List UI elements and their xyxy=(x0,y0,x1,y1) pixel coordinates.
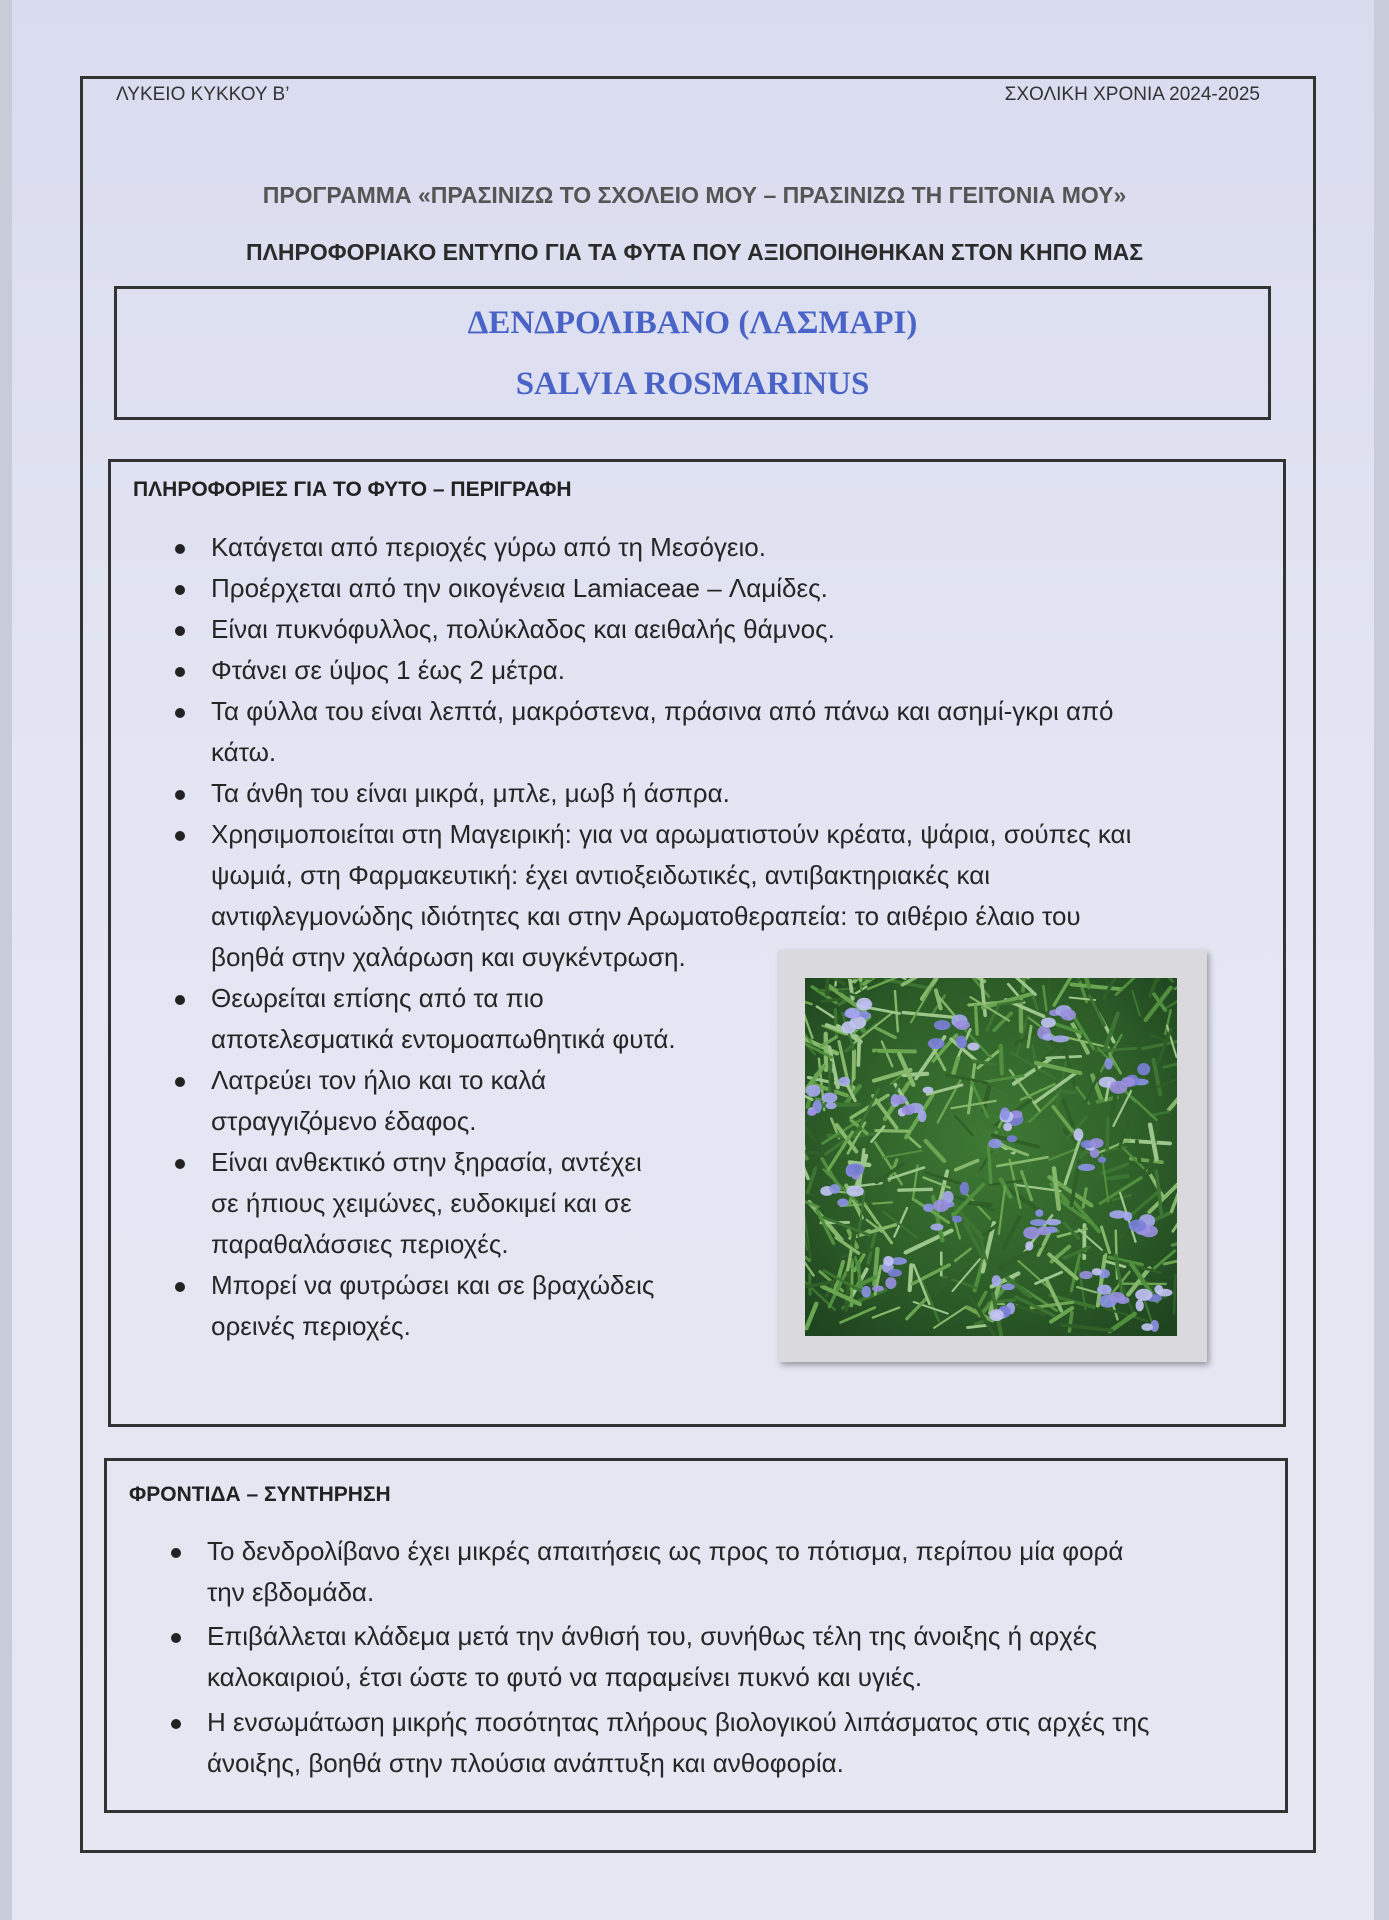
list-item-text xyxy=(211,978,676,1060)
list-item-line: κάτω. xyxy=(211,737,277,767)
list-item-line: σε ήπιους χειμώνες, ευδοκιμεί και σε xyxy=(211,1188,632,1218)
list-item-text xyxy=(211,1265,654,1347)
list-item-line: στραγγιζόμενο έδαφος. xyxy=(211,1106,477,1136)
list-item-line: ορεινές περιοχές. xyxy=(211,1311,411,1341)
list-item-text xyxy=(207,1531,1123,1613)
bullet-icon xyxy=(175,1282,185,1292)
list-item-line: Κατάγεται από περιοχές γύρω από τη Μεσόγειο. xyxy=(211,532,766,562)
list-item-line: Το δενδρολίβανο έχει μικρές απαιτήσεις ως προς το πότισμα, περίπου μία φορά xyxy=(207,1536,1124,1566)
bullet-icon xyxy=(175,1159,185,1169)
list-item-line: Μπορεί να φυτρώσει και σε βραχώδεις xyxy=(211,1270,655,1300)
school-year: ΣΧΟΛΙΚΗ ΧΡΟΝΙΑ 2024-2025 xyxy=(1004,84,1260,105)
list-item-line: την εβδομάδα. xyxy=(207,1577,375,1607)
bullet-icon xyxy=(175,1077,185,1087)
list-item-line: Τα φύλλα του είναι λεπτά, μακρόστενα, πράσινα από πάνω και ασημί-γκρι από xyxy=(211,696,1114,726)
description-heading: ΠΛΗΡΟΦΟΡΙΕΣ ΓΙΑ ΤΟ ΦΥΤΟ – ΠΕΡΙΓΡΑΦΗ xyxy=(133,478,572,501)
bullet-icon xyxy=(175,790,185,800)
list-item-text xyxy=(211,568,828,609)
list-item-line: Η ενσωμάτωση μικρής ποσότητας πλήρους βιολογικού λιπάσματος στις αρχές της xyxy=(207,1707,1150,1737)
bullet-icon xyxy=(171,1719,181,1729)
bullet-icon xyxy=(175,585,185,595)
list-item-line: Προέρχεται από την οικογένεια Lamiaceae – Λαμίδες. xyxy=(211,573,828,603)
bullet-icon xyxy=(171,1633,181,1643)
bullet-icon xyxy=(171,1548,181,1558)
list-item-line: Λατρεύει τον ήλιο και το καλά xyxy=(211,1065,547,1095)
list-item-line: Είναι ανθεκτικό στην ξηρασία, αντέχει xyxy=(211,1147,642,1177)
list-item-line: βοηθά στην χαλάρωση και συγκέντρωση. xyxy=(211,942,686,972)
list-item-text xyxy=(211,650,565,691)
list-item-line: Είναι πυκνόφυλλος, πολύκλαδος και αειθαλής θάμνος. xyxy=(211,614,835,644)
list-item-line: Θεωρείται επίσης από τα πιο xyxy=(211,983,544,1013)
school-name: ΛΥΚΕΙΟ ΚΥΚΚΟΥ Β’ xyxy=(116,84,290,105)
rosemary-photo-frame xyxy=(779,950,1207,1362)
plant-name-greek: ΔΕΝΔΡΟΛΙΒΑΝΟ (ΛΑΣΜΑΡΙ) xyxy=(467,305,918,341)
list-item-line: καλοκαιριού, έτσι ώστε το φυτό να παραμείνει πυκνό και υγιές. xyxy=(207,1662,923,1692)
list-item-text xyxy=(211,609,835,650)
list-item-line: άνοιξης, βοηθά στην πλούσια ανάπτυξη και ανθοφορία. xyxy=(207,1748,844,1778)
list-item-line: Χρησιμοποιείται στη Μαγειρική: για να αρωματιστούν κρέατα, ψάρια, σούπες και xyxy=(211,819,1132,849)
bullet-icon xyxy=(175,626,185,636)
list-item-line: ψωμιά, στη Φαρμακευτική: έχει αντιοξειδωτικές, αντιβακτηριακές και xyxy=(211,860,991,890)
list-item-line: Τα άνθη του είναι μικρά, μπλε, μωβ ή άσπρα. xyxy=(211,778,730,808)
list-item-text xyxy=(211,527,766,568)
list-item-text xyxy=(211,1060,546,1142)
list-item-text xyxy=(207,1702,1149,1784)
bullet-icon xyxy=(175,667,185,677)
list-item-line: Επιβάλλεται κλάδεμα μετά την άνθισή του, συνήθως τέλη της άνοιξης ή αρχές xyxy=(207,1621,1097,1651)
list-item-line: παραθαλάσσιες περιοχές. xyxy=(211,1229,509,1259)
care-section xyxy=(104,1458,1288,1813)
list-item-text xyxy=(211,773,730,814)
bullet-icon xyxy=(175,831,185,841)
document-subtitle: ΠΛΗΡΟΦΟΡΙΑΚΟ ΕΝΤΥΠΟ ΓΙΑ ΤΑ ΦΥΤΑ ΠΟΥ ΑΞΙΟΠΟΙΗΘΗΚΑΝ ΣΤΟΝ ΚΗΠΟ ΜΑΣ xyxy=(245,239,1144,265)
list-item-line: αποτελεσματικά εντομοαπωθητικά φυτά. xyxy=(211,1024,676,1054)
list-item-line: αντιφλεγμονώδης ιδιότητες και στην Αρωματοθεραπεία: το αιθέριο έλαιο του xyxy=(211,901,1081,931)
bullet-icon xyxy=(175,708,185,718)
care-heading: ΦΡΟΝΤΙΔΑ – ΣΥΝΤΗΡΗΣΗ xyxy=(129,1483,391,1506)
list-item-text xyxy=(211,1142,642,1265)
bullet-icon xyxy=(175,995,185,1005)
plant-name-latin: SALVIA ROSMARINUS xyxy=(515,366,870,402)
list-item-line: Φτάνει σε ύψος 1 έως 2 μέτρα. xyxy=(211,655,565,685)
list-item-text xyxy=(211,691,1113,773)
bullet-icon xyxy=(175,544,185,554)
plant-title-box xyxy=(114,286,1271,420)
program-title: ΠΡΟΓΡΑΜΜΑ «ΠΡΑΣΙΝΙΖΩ ΤΟ ΣΧΟΛΕΙΟ ΜΟΥ – ΠΡΑΣΙΝΙΖΩ ΤΗ ΓΕΙΤΟΝΙΑ ΜΟΥ» xyxy=(262,182,1127,208)
rosemary-image xyxy=(805,978,1177,1336)
rosemary-photo xyxy=(805,978,1177,1336)
list-item-text xyxy=(207,1616,1097,1698)
